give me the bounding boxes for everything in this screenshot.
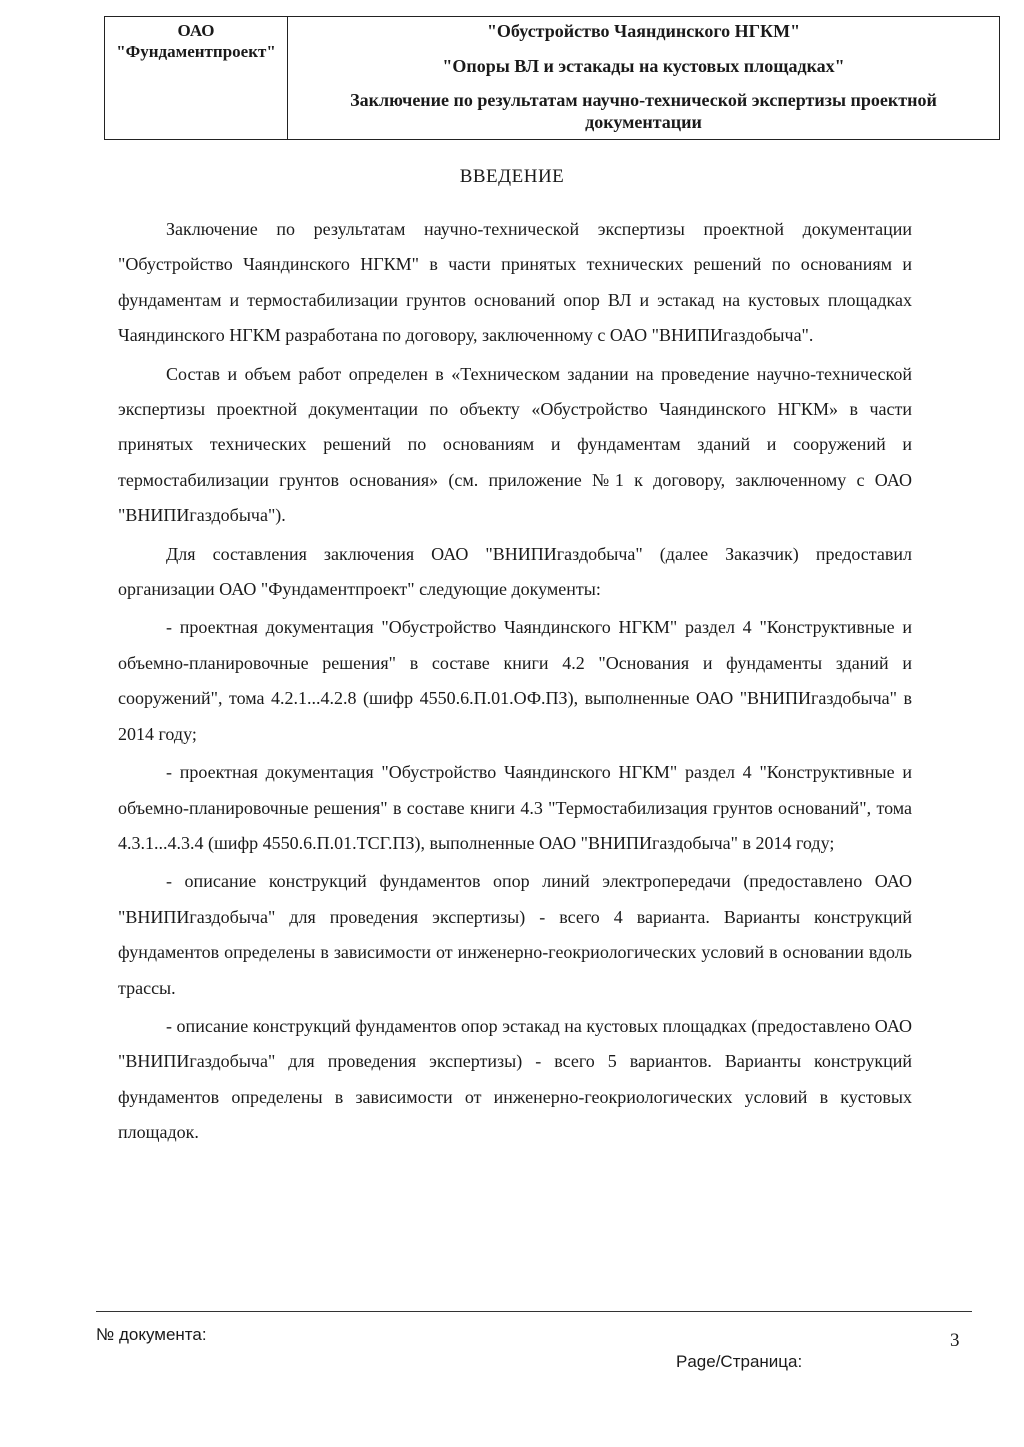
footer-document-number-label: № документа:: [96, 1325, 207, 1344]
project-subject: "Опоры ВЛ и эстакады на кустовых площадках": [442, 56, 845, 76]
document-title: Заключение по результатам научно-технической экспертизы проектной документации: [350, 90, 937, 132]
paragraph-scope: Состав и объем работ определен в «Техническом задании на проведение научно-технической экспертизы проектной документации по объекту «Обустройство Чаяндинского НГКМ» в части принятых технических решений по основаниям и фундаментам зданий и сооружений и термостабилизации грунтов основания» (см. приложение №1 к договору, заключенному с ОАО "ВНИПИгаздобыча").: [118, 363, 912, 526]
section-title: ВВЕДЕНИЕ: [459, 166, 565, 187]
document-header-table: [104, 16, 1000, 140]
project-name: "Обустройство Чаяндинского НГКМ": [486, 21, 801, 41]
list-item-document-3: - описание конструкций фундаментов опор линий электропередачи (предоставлено ОАО "ВНИПИгаздобыча" для проведения экспертизы) - всего 4 варианта. Варианты конструкций фундаментов определены в зависимости от инженерно-геокриологических условий в основании вдоль трассы.: [118, 871, 912, 998]
list-item-document-4: - описание конструкций фундаментов опор эстакад на кустовых площадках (предоставлено ОАО "ВНИПИгаздобыча" для проведения экспертизы) - всего 5 вариантов. Варианты конструкций фундаментов определены в зависимости от инженерно-геокриологических условий в кустовых площадок.: [118, 1015, 912, 1143]
list-item-document-2: - проектная документация "Обустройство Чаяндинского НГКМ" раздел 4 "Конструктивные и объемно-планировочные решения" в составе книги 4.3 "Термостабилизация грунтов оснований", тома 4.3.1...4.3.4 (шифр 4550.6.П.01.ТСГ.ПЗ), выполненные ОАО "ВНИПИгаздобыча" в 2014 году;: [118, 762, 912, 853]
footer-page-label: Page/Страница:: [676, 1352, 803, 1371]
paragraph-documents-intro: Для составления заключения ОАО "ВНИПИгаздобыча" (далее Заказчик) предоставил организации ОАО "Фундаментпроект" следующие документы:: [118, 543, 912, 600]
document-body: [118, 212, 912, 1154]
organization-line1: ОАО: [177, 21, 215, 40]
list-item-document-1: - проектная документация "Обустройство Чаяндинского НГКМ" раздел 4 "Конструктивные и объемно-планировочные решения" в составе книги 4.2 "Основания и фундаменты зданий и сооружений", тома 4.2.1...4.2.8 (шифр 4550.6.П.01.ОФ.ПЗ), выполненные ОАО "ВНИПИгаздобыча" в 2014 году;: [118, 617, 912, 744]
footer-divider: [96, 1311, 972, 1312]
organization-line2: "Фундаментпроект": [116, 42, 276, 61]
footer-page-number: 3: [950, 1330, 960, 1351]
project-info-cell: [288, 17, 999, 139]
paragraph-intro: Заключение по результатам научно-технической экспертизы проектной документации "Обустройство Чаяндинского НГКМ" в части принятых технических решений по основаниям и фундаментам и термостабилизации грунтов оснований опор ВЛ и эстакад на кустовых площадках Чаяндинского НГКМ разработана по договору, заключенному с ОАО "ВНИПИгаздобыча".: [118, 219, 912, 346]
organization-cell: [105, 17, 288, 139]
